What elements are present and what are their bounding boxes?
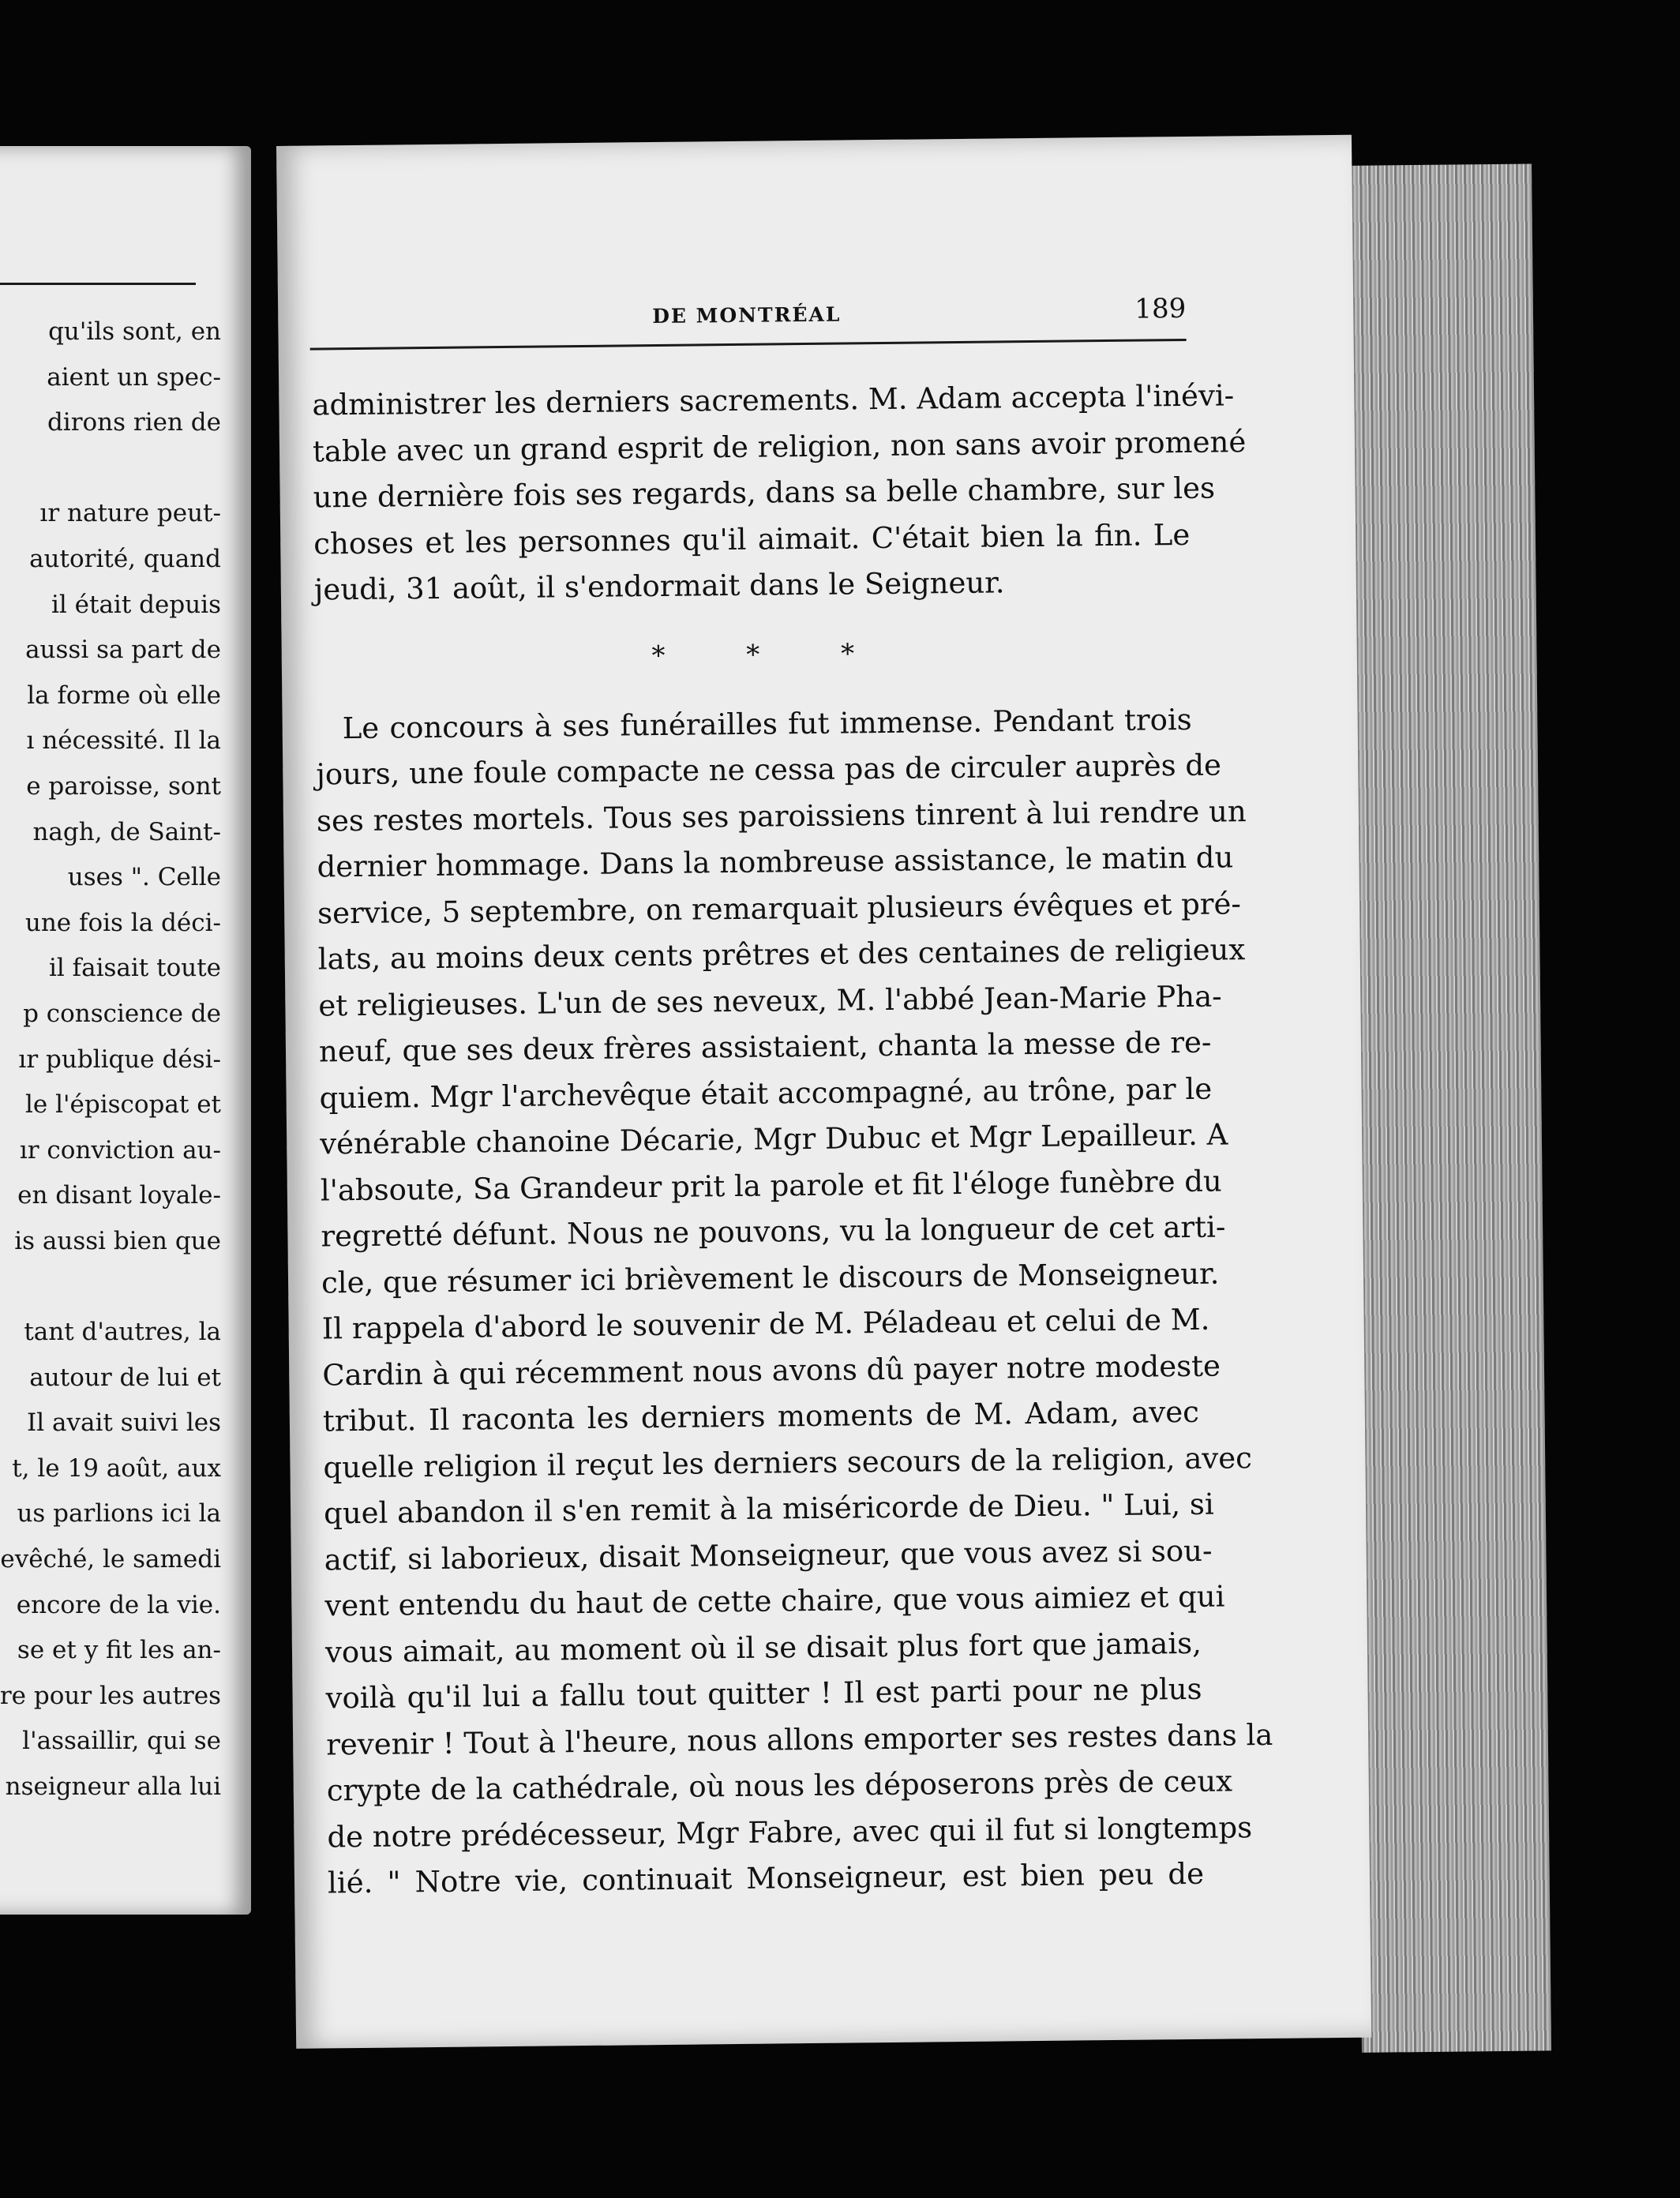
text-line: se et y fit les an-: [17, 1636, 221, 1665]
text-line: quiem. Mgr l'archevêque était accompagné, au trône, par le: [319, 1071, 1213, 1115]
text-line: Il avait suivi les: [27, 1408, 221, 1438]
text-line: aient un spec-: [47, 362, 221, 392]
text-line: crypte de la cathédrale, où nous les déposerons près de ceux: [326, 1764, 1233, 1808]
text-line: Le concours à ses funérailles fut immense. Pendant trois: [342, 702, 1192, 745]
text-line: en disant loyale-: [17, 1181, 221, 1210]
text-line: aussi sa part de: [25, 636, 221, 665]
book-page-edges: [1342, 163, 1551, 2052]
text-line: revenir ! Tout à l'heure, nous allons emporter ses restes dans la: [325, 1717, 1273, 1761]
text-line: voilà qu'il lui a fallu tout quitter ! Il est parti pour ne plus: [325, 1671, 1202, 1716]
text-line: vous aimait, au moment où il se disait plus fort que jamais,: [324, 1626, 1202, 1669]
text-line: nagh, de Saint-: [32, 817, 221, 846]
text-line: t, le 19 août, aux: [12, 1453, 221, 1483]
text-line: e paroisse, sont: [26, 771, 221, 801]
text-line: dernier hommage. Dans la nombreuse assistance, le matin du: [317, 840, 1234, 884]
text-line: lié. " Notre vie, continuait Monseigneur, est bien peu de: [327, 1856, 1205, 1900]
running-head: DE MONTRÉAL: [652, 302, 842, 328]
text-line: une dernière fois ses regards, dans sa belle chambre, sur les: [313, 471, 1216, 515]
text-line: is aussi bien que: [14, 1226, 221, 1255]
text-line: quelle religion il reçut les derniers secours de la religion, avec: [323, 1440, 1253, 1484]
page-number: 189: [1134, 292, 1187, 325]
text-line: p conscience de: [23, 999, 221, 1028]
text-line: le l'épiscopat et: [24, 1090, 221, 1120]
text-line: us parlions ici la: [17, 1499, 221, 1528]
text-line: regretté défunt. Nous ne pouvons, vu la longueur de cet arti-: [321, 1210, 1226, 1254]
page-body: [312, 373, 1273, 1907]
text-line: jeudi, 31 août, il s'endormait dans le Seigneur.: [313, 565, 1005, 607]
text-line: cle, que résumer ici brièvement le discours de Monseigneur.: [321, 1256, 1220, 1300]
text-line: la forme où elle: [27, 681, 221, 710]
text-line: evêché, le samedi: [0, 1545, 221, 1574]
text-line: et religieuses. L'un de ses neveux, M. l'abbé Jean-Marie Pha-: [318, 979, 1222, 1022]
left-page-text: [0, 309, 221, 1810]
text-line: jours, une foule compacte ne cessa pas de circuler auprès de: [316, 748, 1222, 792]
paragraph-gap: [0, 1264, 221, 1310]
text-line: il faisait toute: [48, 954, 221, 983]
text-line: choses et les personnes qu'il aimait. C'était bien la fin. Le: [313, 517, 1191, 561]
text-line: service, 5 septembre, on remarquait plusieurs évêques et pré-: [317, 886, 1242, 931]
text-line: Cardin à qui récemment nous avons dû payer notre modeste: [322, 1348, 1221, 1392]
right-page: [276, 135, 1371, 2049]
text-line: re pour les autres: [0, 1681, 221, 1710]
text-line: Il rappela d'abord le souvenir de M. Péladeau et celui de M.: [321, 1302, 1210, 1346]
text-line: ır publique dési-: [18, 1045, 221, 1074]
text-line: tribut. Il raconta les derniers moments de M. Adam, avec: [322, 1394, 1200, 1438]
text-line: tant d'autres, la: [24, 1318, 221, 1347]
text-line: vénérable chanoine Décarie, Mgr Dubuc et Mgr Lepailleur. A: [320, 1117, 1228, 1161]
text-line: quel abandon il s'en remit à la miséricorde de Dieu. " Lui, si: [323, 1487, 1214, 1531]
section-break-asterisks: * * *: [651, 637, 891, 672]
left-page: [0, 146, 251, 1915]
text-line: encore de la vie.: [16, 1590, 221, 1619]
text-line: nseigneur alla lui: [5, 1772, 221, 1801]
text-line: autorité, quand: [29, 544, 221, 573]
text-line: lats, au moins deux cents prêtres et des centaines de religieux: [317, 932, 1246, 977]
text-line: ses restes mortels. Tous ses paroissiens tinrent à lui rendre un: [316, 793, 1247, 838]
text-line: vent entendu du haut de cette chaire, que vous aimiez et qui: [324, 1579, 1225, 1623]
text-line: uses ". Celle: [67, 863, 221, 892]
text-line: ı nécessité. Il la: [26, 726, 221, 756]
text-line: autour de lui et: [29, 1363, 221, 1392]
text-line: une fois la déci-: [24, 908, 221, 937]
text-line: actif, si laborieux, disait Monseigneur, que vous avez si sou-: [324, 1533, 1213, 1577]
text-line: ır nature peut-: [39, 499, 221, 528]
text-line: qu'ils sont, en: [48, 317, 221, 346]
text-line: de notre prédécesseur, Mgr Fabre, avec qui il fut si longtemps: [327, 1810, 1253, 1854]
text-line: neuf, que ses deux frères assistaient, chanta la messe de re-: [318, 1025, 1212, 1069]
text-line: l'assaillir, qui se: [22, 1727, 221, 1756]
text-line: dirons rien de: [47, 408, 221, 437]
left-header-rule: [0, 283, 196, 285]
text-line: administrer les derniers sacrements. M. Adam accepta l'inévi-: [312, 378, 1235, 422]
text-line: ır conviction au-: [19, 1135, 221, 1165]
paragraph-gap: [0, 446, 221, 492]
text-line: table avec un grand esprit de religion, non sans avoir promené: [312, 424, 1247, 469]
text-line: il était depuis: [51, 590, 221, 619]
text-line: l'absoute, Sa Grandeur prit la parole et fit l'éloge funèbre du: [320, 1164, 1222, 1207]
